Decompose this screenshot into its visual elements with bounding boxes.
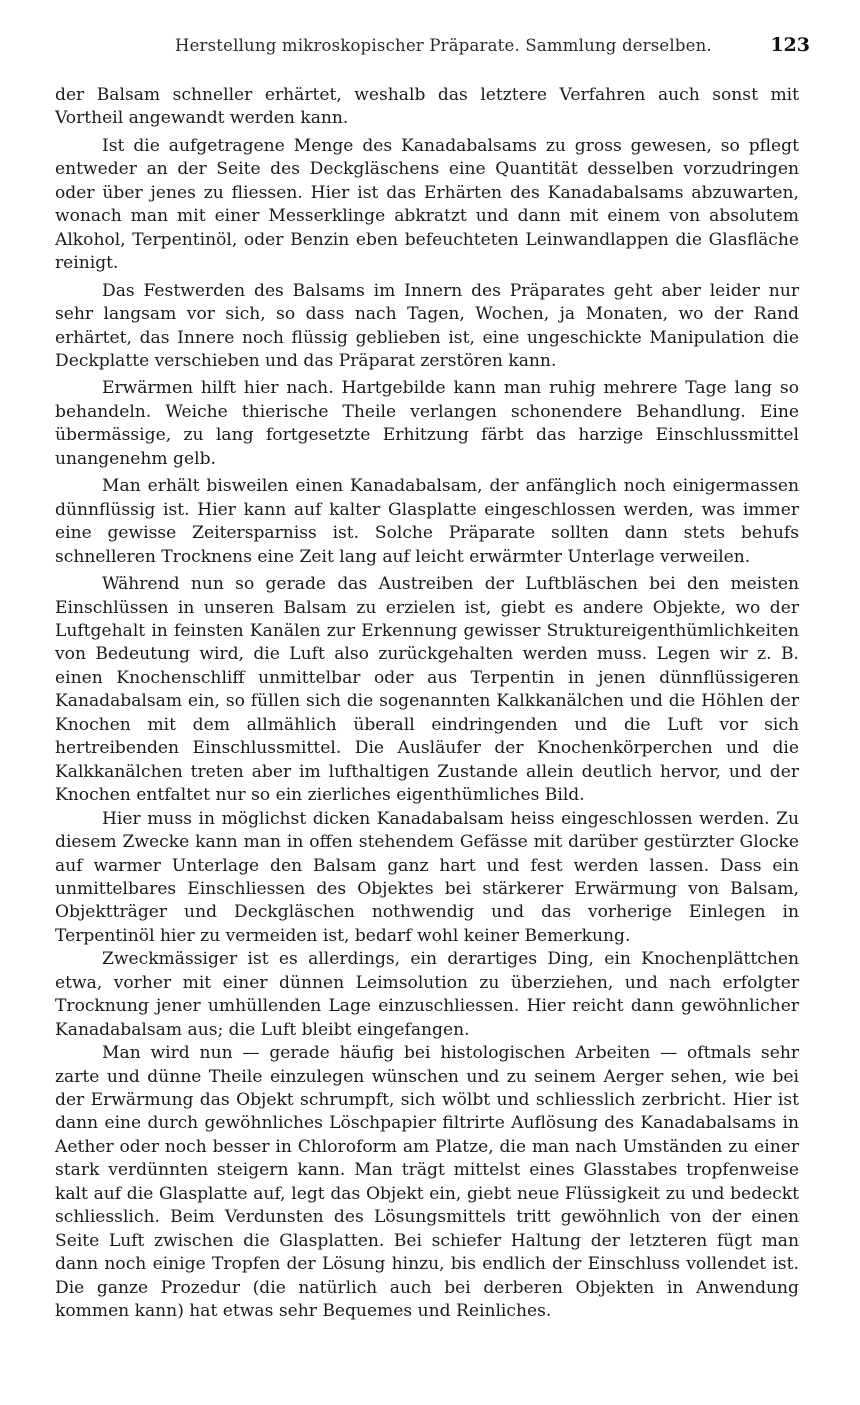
- paragraph: Zweckmässiger ist es allerdings, ein derartiges Ding, ein Knochenplättchen etwa, vorher mit einer dünnen Leimsolution zu überziehen, und nach erfolgter Trocknung jener umhüllenden Lage einzuschliessen. Hier reicht dann gewöhnlicher Kanadabalsam aus; die Luft bleibt eingefangen.: [55, 949, 799, 1040]
- paragraph: Man wird nun — gerade häufig bei histologischen Arbeiten — oftmals sehr zarte und dünne Theile einzulegen wünschen und zu seinem Aerger sehen, wie bei der Erwärmung das Objekt schrumpft, sich wölbt und schliesslich zerbricht. Hier ist dann eine durch gewöhnliches Löschpapier filtrirte Auflösung des Kanadabalsams in Aether oder noch besser in Chloroform am Platze, die man nach Umständen zu einer stark verdünnten steigern kann. Man trägt mittelst eines Glasstabes tropfenweise kalt auf die Glasplatte auf, legt das Objekt ein, giebt neue Flüssigkeit zu und bedeckt schliesslich. Beim Verdunsten des Lösungsmittels tritt gewöhnlich von der einen Seite Luft zwischen die Glasplatten. Bei schiefer Haltung der letzteren fügt man dann noch einige Tropfen der Lösung hinzu, bis endlich der Einschluss vollendet ist. Die ganze Prozedur (die natürlich auch bei derberen Objekten in Anwendung kommen kann) hat etwas sehr Bequemes und Reinliches.: [55, 1043, 799, 1322]
- paragraph: Man erhält bisweilen einen Kanadabalsam, der anfänglich noch einigermassen dünnflüssig ist. Hier kann auf kalter Glasplatte eingeschlossen werden, was immer eine gewisse Zeitersparniss ist. Solche Präparate sollten dann stets behufs schnelleren Trocknens eine Zeit lang auf leicht erwärmter Unterlage verweilen.: [55, 476, 799, 567]
- body-text: [55, 84, 799, 1324]
- paragraph-continued: der Balsam schneller erhärtet, weshalb das letztere Verfahren auch sonst mit Vortheil angewandt werden kann.: [55, 85, 799, 129]
- page-number: 123: [770, 34, 810, 56]
- paragraph: Erwärmen hilft hier nach. Hartgebilde kann man ruhig mehrere Tage lang so behandeln. Weiche thierische Theile verlangen schonendere Behandlung. Eine übermässige, zu lang fortgesetzte Erhitzung färbt das harzige Einschlussmittel unangenehm gelb.: [55, 378, 799, 469]
- paragraph: Während nun so gerade das Austreiben der Luftbläschen bei den meisten Einschlüssen in unseren Balsam zu erzielen ist, giebt es andere Objekte, wo der Luftgehalt in feinsten Kanälen zur Erkennung gewisser Struktureigenthümlichkeiten von Bedeutung wird, die Luft also zurückgehalten werden muss. Legen wir z. B. einen Knochenschliff unmittelbar oder aus Terpentin in jenen dünnflüssigeren Kanadabalsam ein, so füllen sich die sogenannten Kalkkanälchen und die Höhlen der Knochen mit dem allmählich überall eindringenden und die Luft vor sich hertreibenden Einschlussmittel. Die Ausläufer der Knochenkörperchen und die Kalkkanälchen treten aber im lufthaltigen Zustande allein deutlich hervor, und der Knochen entfaltet nur so ein zierliches eigenthümliches Bild.: [55, 574, 799, 806]
- paragraph: Ist die aufgetragene Menge des Kanadabalsams zu gross gewesen, so pflegt entweder an der Seite des Deckgläschens eine Quantität desselben vorzudringen oder über jenes zu fliessen. Hier ist das Erhärten des Kanadabalsams abzuwarten, wonach man mit einer Messerklinge abkratzt und dann mit einem von absolutem Alkohol, Terpentinöl, oder Benzin eben befeuchteten Leinwandlappen die Glasfläche reinigt.: [55, 135, 799, 274]
- paragraph: Das Festwerden des Balsams im Innern des Präparates geht aber leider nur sehr langsam vor sich, so dass nach Tagen, Wochen, ja Monaten, wo der Rand erhärtet, das Innere noch flüssig geblieben ist, eine ungeschickte Manipulation die Deckplatte verschieben und das Präparat zerstören kann.: [55, 280, 799, 371]
- running-title: Herstellung mikroskopischer Präparate. Sammlung derselben.: [175, 36, 712, 55]
- paragraph: Hier muss in möglichst dicken Kanadabalsam heiss eingeschlossen werden. Zu diesem Zwecke kann man in offen stehendem Gefässe mit darüber gestürzter Glocke auf warmer Unterlage den Balsam ganz hart und fest werden lassen. Dass ein unmittelbares Einschliessen des Objektes bei stärkerer Erwärmung von Balsam, Objektträger und Deckgläschen nothwendig und das vorherige Einlegen in Terpentinöl hier zu vermeiden ist, bedarf wohl keiner Bemerkung.: [55, 808, 799, 946]
- page-header: [55, 34, 810, 64]
